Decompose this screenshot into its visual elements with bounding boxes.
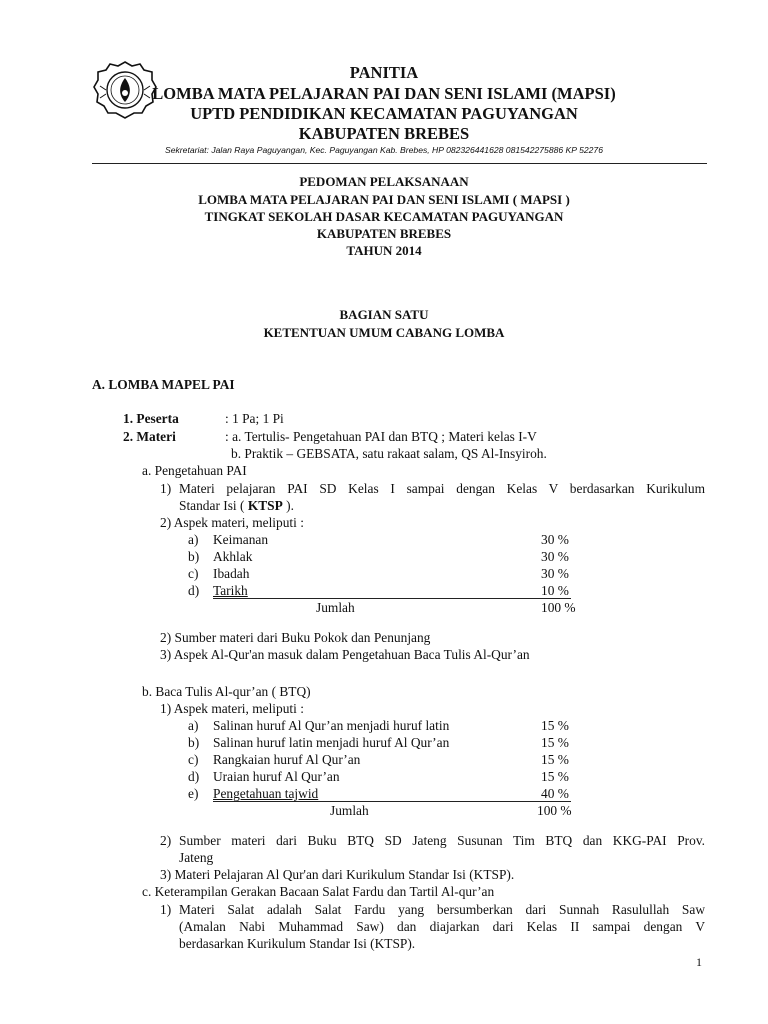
btq-heading: b. Baca Tulis Al-qur’an ( BTQ) — [142, 684, 311, 699]
title-line-1: PEDOMAN PELAKSANAAN — [299, 174, 469, 189]
secretariat-address: Sekretariat: Jalan Raya Paguyangan, Kec. Paguyangan Kab. Brebes, HP 082326441628 081542275886 KP 52276 — [165, 145, 603, 155]
pai-total-label: Jumlah — [316, 600, 355, 615]
pai-point-1-line-1: Materi pelajaran PAI SD Kelas I sampai dengan Kelas V berdasarkan Kurikulum — [179, 481, 705, 496]
btq-total-pct: 100 % — [537, 803, 572, 818]
pai-item-name: Tarikh — [213, 583, 248, 598]
btq-item-name: Salinan huruf latin menjadi huruf Al Qur’an — [213, 735, 450, 750]
pai-heading: a. Pengetahuan PAI — [142, 463, 247, 478]
title-line-2: LOMBA MATA PELAJARAN PAI DAN SENI ISLAMI ( MAPSI ) — [198, 192, 570, 207]
btq-item-name: Pengetahuan tajwid — [213, 786, 319, 801]
btq-point-2-number: 2) — [160, 833, 172, 848]
btq-point-2-line-2: Jateng — [179, 850, 214, 865]
pai-item-pct: 30 % — [541, 549, 569, 564]
pai-item-letter: b) — [188, 549, 200, 564]
peserta-value: : 1 Pa; 1 Pi — [225, 411, 284, 426]
pai-item-letter: c) — [188, 566, 199, 581]
btq-item-letter: a) — [188, 718, 199, 733]
pai-point-4: 3) Aspek Al-Qur'an masuk dalam Pengetahuan Baca Tulis Al-Qur’an — [160, 647, 530, 662]
pai-item-name: Keimanan — [213, 532, 269, 547]
part-subtitle: KETENTUAN UMUM CABANG LOMBA — [263, 325, 505, 340]
btq-item-name: Rangkaian huruf Al Qur’an — [213, 752, 361, 767]
pai-item-name: Ibadah — [213, 566, 250, 581]
pai-item-letter: a) — [188, 532, 199, 547]
btq-item-pct: 15 % — [541, 735, 569, 750]
pai-item-pct: 30 % — [541, 566, 569, 581]
pai-item-name: Akhlak — [213, 549, 253, 564]
section-a-heading: A. LOMBA MAPEL PAI — [92, 377, 235, 392]
pai-point-3: 2) Sumber materi dari Buku Pokok dan Penunjang — [160, 630, 431, 645]
title-line-3: TINGKAT SEKOLAH DASAR KECAMATAN PAGUYANGAN — [204, 209, 564, 224]
btq-item-name: Salinan huruf Al Qur’an menjadi huruf latin — [213, 718, 450, 733]
btq-item-pct: 40 % — [541, 786, 569, 801]
part-title: BAGIAN SATU — [339, 307, 429, 322]
salat-point-1-line-1: Materi Salat adalah Salat Fardu yang bersumberkan dari Sunnah Rasulullah Saw — [179, 902, 705, 917]
title-line-5: TAHUN 2014 — [346, 243, 422, 258]
materi-value-1: : a. Tertulis- Pengetahuan PAI dan BTQ ; Materi kelas I-V — [225, 429, 537, 444]
title-line-4: KABUPATEN BREBES — [316, 226, 452, 241]
pai-item-letter: d) — [188, 583, 200, 598]
btq-item-letter: c) — [188, 752, 199, 767]
page-number: 1 — [696, 955, 702, 969]
pai-total-rule — [213, 598, 571, 599]
pai-point-2: 2) Aspek materi, meliputi : — [160, 515, 304, 530]
pai-item-pct: 30 % — [541, 532, 569, 547]
btq-item-name: Uraian huruf Al Qur’an — [213, 769, 340, 784]
header-line-kabupaten: KABUPATEN BREBES — [298, 124, 470, 143]
salat-point-1-line-3: berdasarkan Kurikulum Standar Isi (KTSP). — [179, 936, 416, 951]
header-line-uptd: UPTD PENDIDIKAN KECAMATAN PAGUYANGAN — [190, 104, 578, 123]
btq-total-label: Jumlah — [330, 803, 369, 818]
ktsp-bold: KTSP — [247, 498, 283, 513]
header-line-panitia: PANITIA — [349, 63, 419, 82]
salat-heading: c. Keterampilan Gerakan Bacaan Salat Fardu dan Tartil Al-qur’an — [142, 884, 495, 899]
pai-total-pct: 100 % — [541, 600, 576, 615]
peserta-label: 1. Peserta — [123, 411, 179, 426]
header-line-committee: LOMBA MATA PELAJARAN PAI DAN SENI ISLAMI (MAPSI) — [152, 84, 616, 103]
btq-item-letter: b) — [188, 735, 200, 750]
btq-item-pct: 15 % — [541, 769, 569, 784]
salat-point-1-line-2: (Amalan Nabi Muhammad Saw) dan diajarkan dari Kelas II sampai dengan V — [179, 919, 705, 934]
materi-label: 2. Materi — [123, 429, 176, 444]
btq-point-1: 1) Aspek materi, meliputi : — [160, 701, 304, 716]
salat-point-1-number: 1) — [160, 902, 172, 917]
pai-point-1-line-2: Standar Isi ( KTSP ). — [179, 498, 294, 513]
btq-item-letter: e) — [188, 786, 199, 801]
btq-point-2-line-1: Sumber materi dari Buku BTQ SD Jateng Susunan Tim BTQ dan KKG-PAI Prov. — [179, 833, 705, 848]
pai-item-pct: 10 % — [541, 583, 569, 598]
pai-point-1-number: 1) — [160, 481, 172, 496]
btq-item-pct: 15 % — [541, 718, 569, 733]
btq-item-pct: 15 % — [541, 752, 569, 767]
btq-point-3: 3) Materi Pelajaran Al Qur'an dari Kurikulum Standar Isi (KTSP). — [160, 867, 515, 882]
btq-item-letter: d) — [188, 769, 200, 784]
header-divider — [92, 163, 707, 164]
btq-total-rule — [213, 801, 571, 802]
materi-value-2: b. Praktik – GEBSATA, satu rakaat salam, QS Al-Insyiroh. — [231, 446, 547, 461]
